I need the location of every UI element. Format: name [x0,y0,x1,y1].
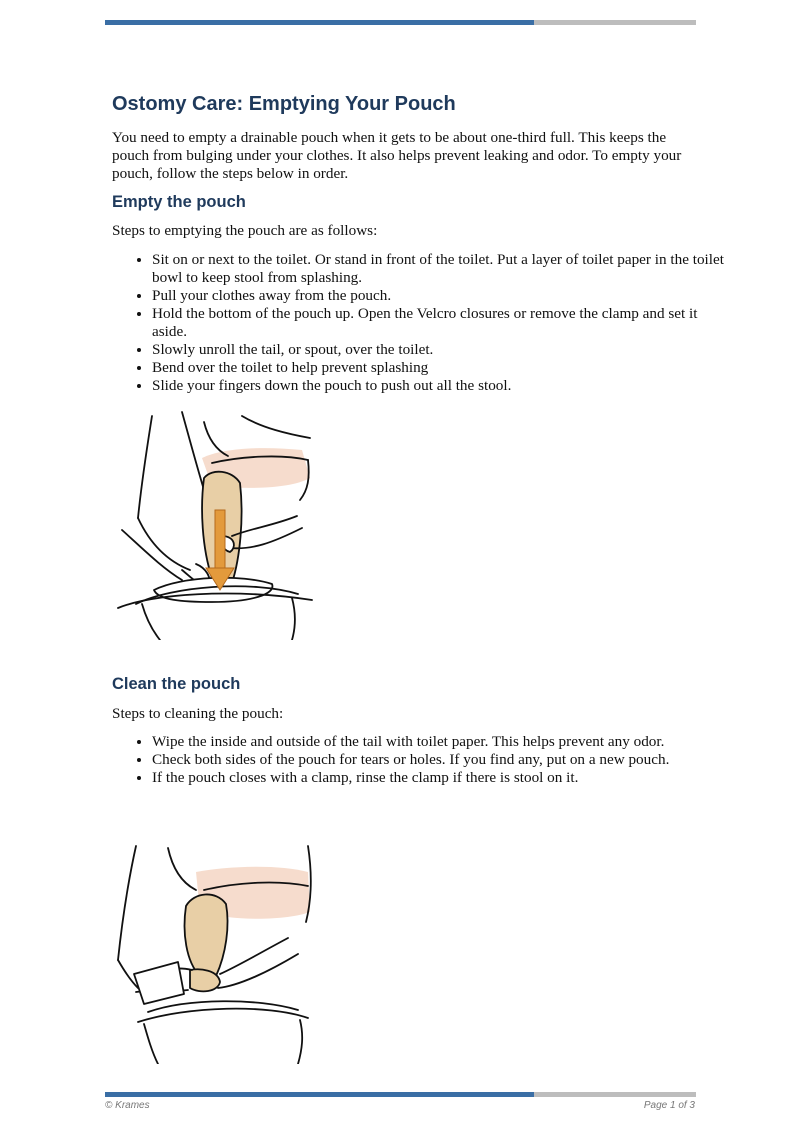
list-item: • Pull your clothes away from the pouch. [152,287,732,305]
empty-heading: Empty the pouch [112,193,246,211]
list-item: • Hold the bottom of the pouch up. Open the Velcro closures or remove the clamp and set it aside. [152,305,732,341]
list-item: • Sit on or next to the toilet. Or stand in front of the toilet. Put a layer of toilet paper in the toilet bowl to keep stool from splashing. [152,251,732,287]
list-item: • Wipe the inside and outside of the tail with toilet paper. This helps prevent any odor. [152,733,732,751]
page-title: Ostomy Care: Emptying Your Pouch [112,93,456,115]
header-rule-gray [534,20,696,25]
page-number: Page 1 of 3 [643,1100,695,1111]
list-item: • Slide your fingers down the pouch to push out all the stool. [152,377,732,395]
clean-heading: Clean the pouch [112,675,241,693]
list-item: • Check both sides of the pouch for tears or holes. If you find any, put on a new pouch. [152,751,732,769]
header-rule [105,20,696,25]
copyright: © Krames [105,1100,150,1111]
emptying-pouch-illustration [112,408,317,640]
intro-paragraph: You need to empty a drainable pouch when it gets to be about one-third full. This keeps the pouch from bulging under your clothes. It also helps prevent leaking and odor. To empty your pouch, follow the steps below in order. [112,129,682,182]
footer-rule-blue [105,1092,534,1097]
empty-lead: Steps to emptying the pouch are as follows: [112,222,378,239]
clean-lead: Steps to cleaning the pouch: [112,705,284,722]
header-rule-blue [105,20,534,25]
empty-steps-list [112,251,732,395]
clean-steps-list [112,733,732,787]
footer-rule [105,1092,696,1097]
footer-rule-gray [534,1092,696,1097]
list-item: • Bend over the toilet to help prevent splashing [152,359,732,377]
list-item: • Slowly unroll the tail, or spout, over the toilet. [152,341,732,359]
list-item: • If the pouch closes with a clamp, rinse the clamp if there is stool on it. [152,769,732,787]
cleaning-pouch-illustration [108,842,318,1064]
